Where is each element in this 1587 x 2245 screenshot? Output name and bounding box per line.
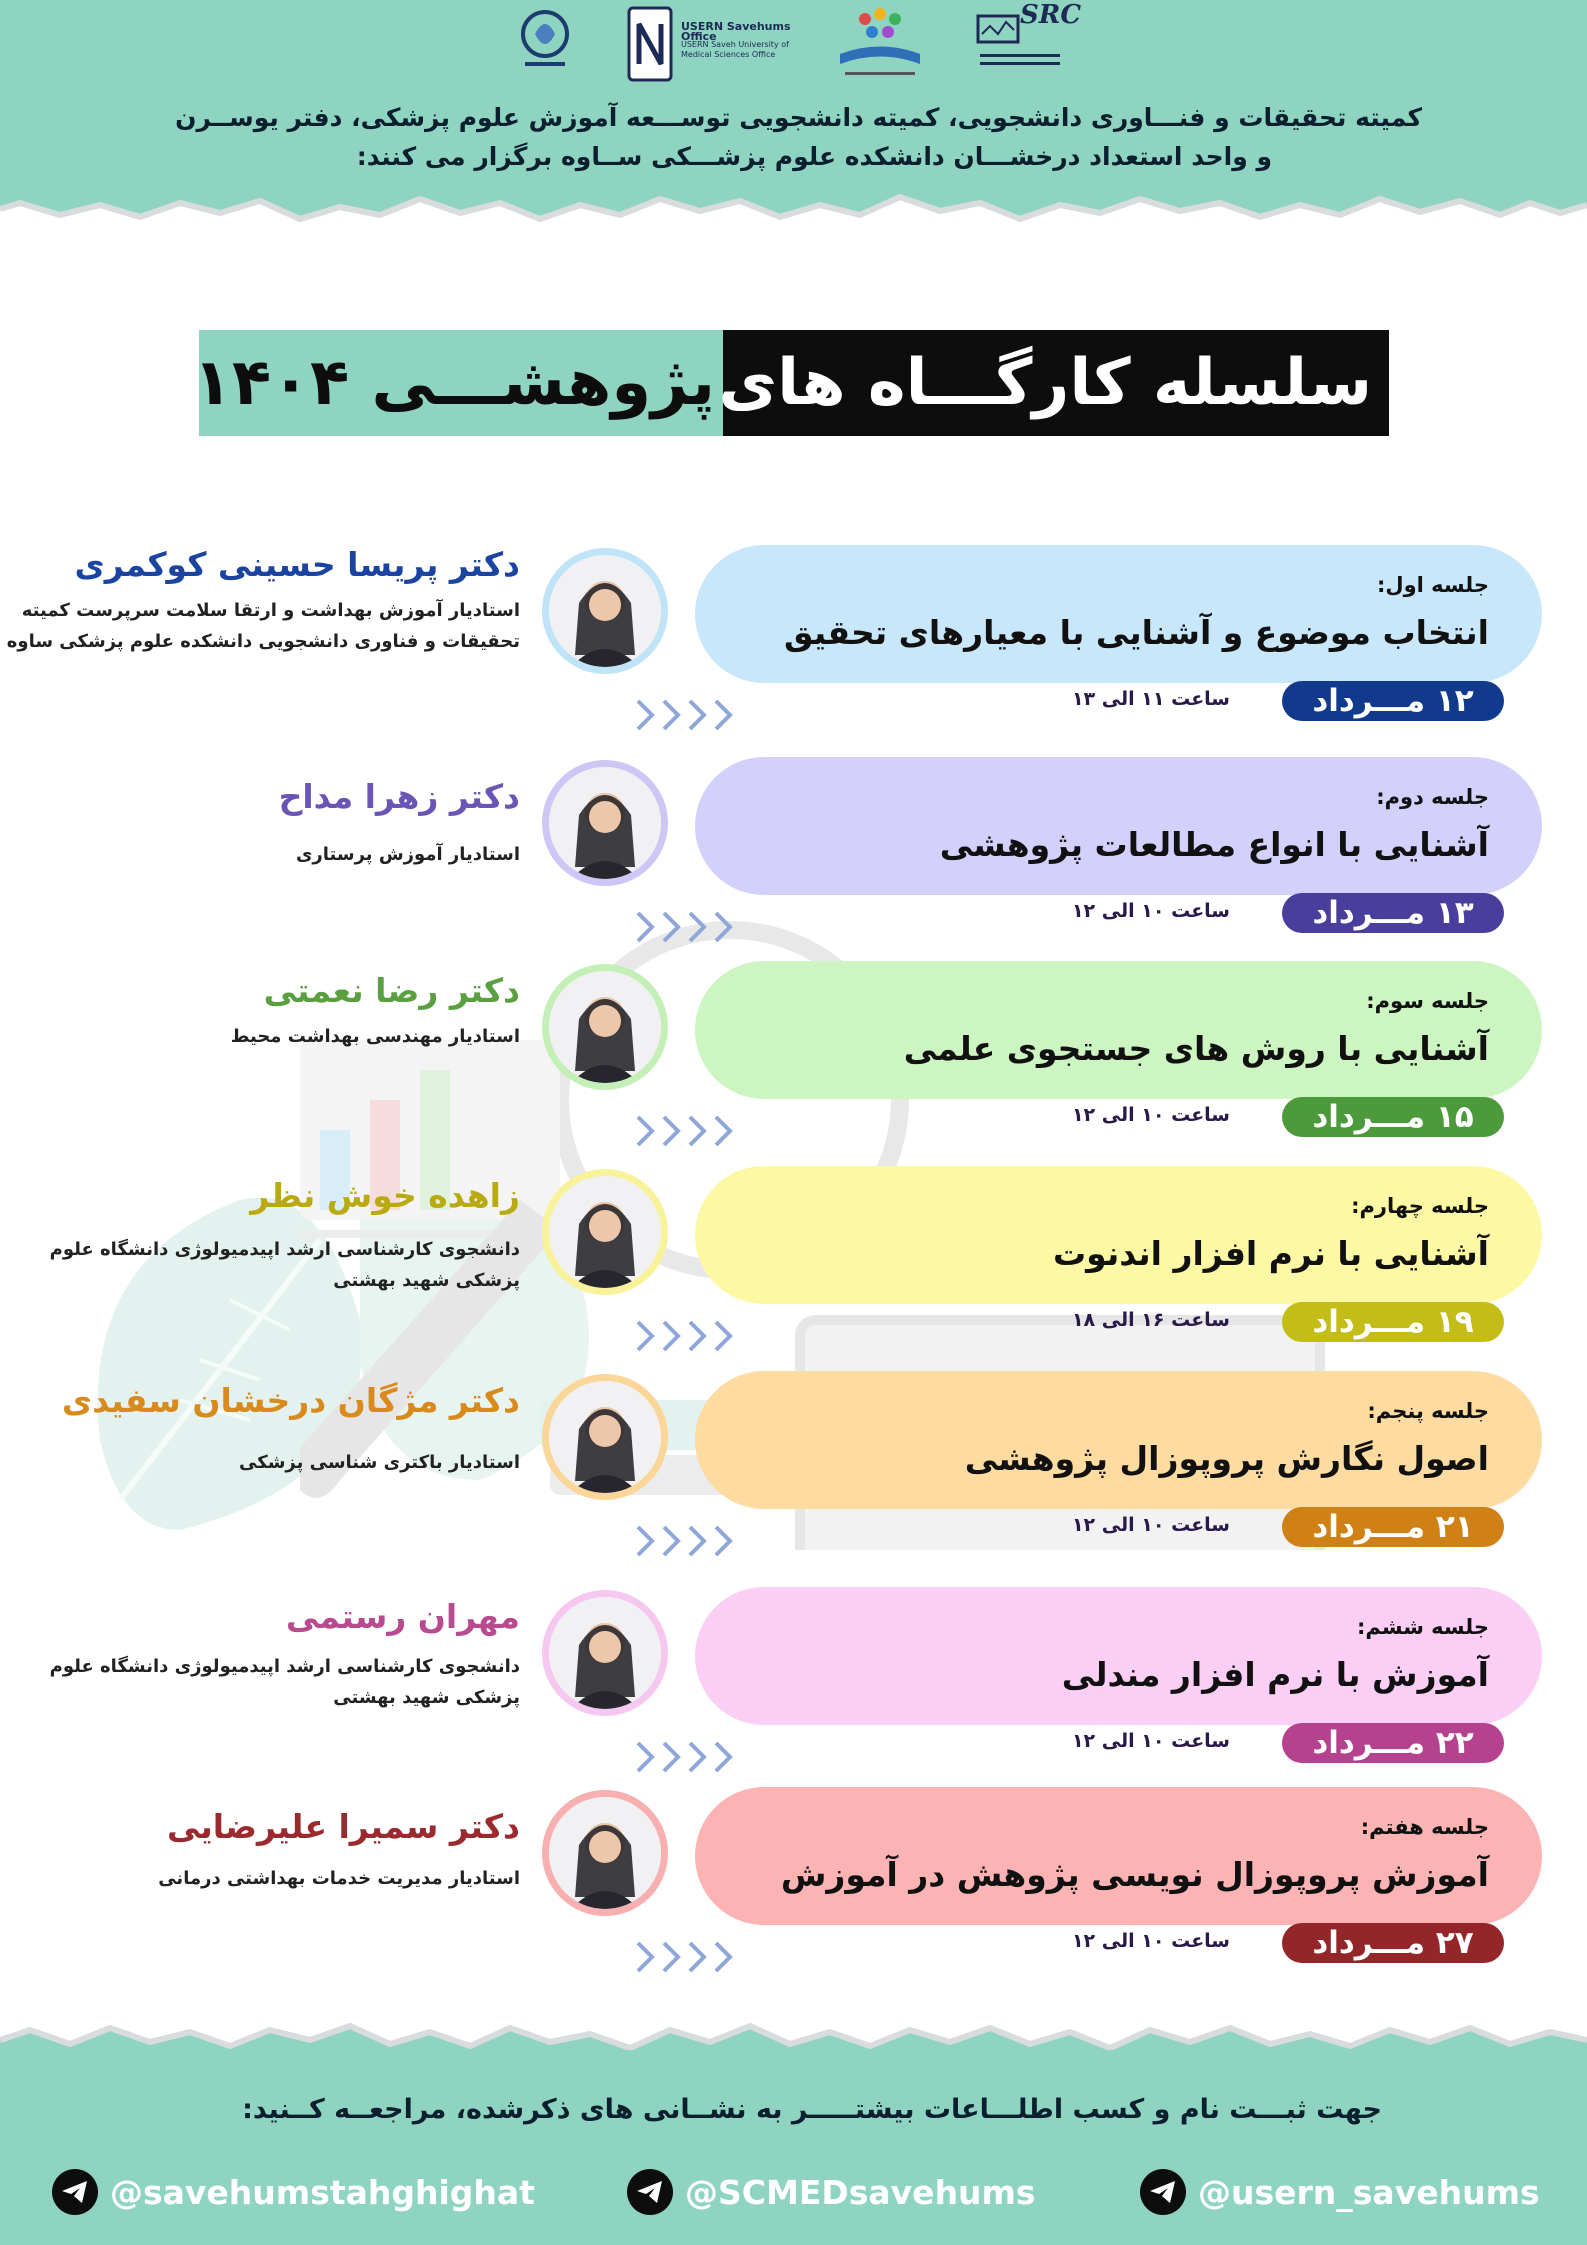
chevrons-icon — [634, 1937, 744, 1977]
session-time: ساعت ۱۰ الی ۱۲ — [1071, 1104, 1230, 1126]
title-part-a: سلسله کارگـــاه های — [718, 346, 1372, 420]
chevrons-icon — [634, 1111, 744, 1151]
organizers-line-2: و واحد استعداد درخشـــان دانشکده علوم پزشـــکی ســاوه برگزار می کنند: — [356, 142, 1272, 171]
telegram-icon — [52, 2169, 98, 2215]
session-label: جلسه سوم: — [1366, 989, 1489, 1013]
chevrons-icon — [634, 1737, 744, 1777]
session-title: آموزش با نرم افزار مندلی — [1061, 1655, 1489, 1694]
usern-logo-subtext: USERN Saveh University of Medical Sciences Office — [681, 40, 789, 59]
speaker-photo — [542, 760, 668, 886]
chevrons-icon — [634, 1521, 744, 1561]
session-title: انتخاب موضوع و آشنایی با معیارهای تحقیق — [784, 613, 1489, 652]
src-logo — [970, 0, 1082, 86]
src-logo-text: SRC — [1020, 0, 1082, 30]
speaker-name: دکتر مژگان درخشان سفیدی — [61, 1381, 520, 1420]
speaker-description: استادیار مهندسی بهداشت محیط — [230, 1026, 520, 1047]
speaker-description: دانشجوی کارشناسی ارشد اپیدمیولوژی دانشگاه علوم پزشکی شهید بهشتی — [49, 1656, 520, 1708]
session-title: اصول نگارش پروپوزال پژوهشی — [964, 1439, 1489, 1478]
session-date-badge: ۱۳ مـــرداد — [1282, 893, 1504, 933]
speaker-name: دکتر زهرا مداح — [278, 777, 520, 816]
session-date-badge: ۲۱ مـــرداد — [1282, 1507, 1504, 1547]
session-time: ساعت ۱۱ الی ۱۳ — [1071, 688, 1230, 710]
telegram-handle-text: @savehumstahghighat — [110, 2172, 535, 2212]
person-avatar-icon — [549, 1381, 661, 1493]
usern-logo — [625, 4, 815, 86]
brain-logo-icon — [515, 4, 575, 86]
speaker-name: مهران رستمی — [285, 1597, 520, 1636]
telegram-handle-text: @usern_savehums — [1198, 2172, 1540, 2212]
speaker-photo — [542, 1790, 668, 1916]
speaker-description: استادیار مدیریت خدمات بهداشتی درمانی — [158, 1868, 520, 1889]
telegram-icon — [1140, 2169, 1186, 2215]
speaker-photo — [542, 1590, 668, 1716]
chevrons-icon — [634, 1316, 744, 1356]
session-title: آشنایی با نرم افزار اندنوت — [1052, 1234, 1489, 1273]
torn-edge-top — [0, 185, 1587, 235]
person-avatar-icon — [549, 1797, 661, 1909]
session-label: جلسه ششم: — [1356, 1615, 1489, 1639]
session-label: جلسه هفتم: — [1360, 1815, 1489, 1839]
person-avatar-icon — [549, 1597, 661, 1709]
session-title: آشنایی با انواع مطالعات پژوهشی — [939, 825, 1489, 864]
speaker-name: دکتر پریسا حسینی کوکمری — [74, 545, 520, 584]
session-title: آموزش پروپوزال نویسی پژوهش در آموزش — [780, 1855, 1489, 1894]
session-date-badge: ۱۵ مـــرداد — [1282, 1097, 1504, 1137]
session-time: ساعت ۱۰ الی ۱۲ — [1071, 1514, 1230, 1536]
session-time: ساعت ۱۰ الی ۱۲ — [1071, 1930, 1230, 1952]
title-part-b: پژوهشـــی ۱۴۰۴ — [192, 346, 715, 420]
speaker-name: دکتر سمیرا علیرضایی — [166, 1807, 520, 1846]
speaker-description: استادیار باکتری شناسی پزشکی — [239, 1452, 520, 1473]
book-people-logo-icon — [830, 4, 930, 86]
telegram-handle-2[interactable] — [627, 2168, 1036, 2216]
organizers-line-1: کمیته تحقیقات و فنـــاوری دانشجویی، کمیته دانشجویی توســـعه آموزش علوم پزشکی، دفتر یوســرن — [175, 103, 1422, 132]
person-avatar-icon — [549, 555, 661, 667]
speaker-name: دکتر رضا نعمتی — [263, 971, 520, 1010]
session-time: ساعت ۱۰ الی ۱۲ — [1071, 1730, 1230, 1752]
logo-strip — [500, 0, 1080, 95]
session-date-badge: ۲۷ مـــرداد — [1282, 1923, 1504, 1963]
telegram-handle-text: @SCMEDsavehums — [685, 2172, 1036, 2212]
footer-instruction: جهت ثبـــت نام و کسب اطلـــاعات بیشتـــــر به نشــانی های ذکرشده، مراجعــه کــنید: — [242, 2094, 1382, 2125]
speaker-photo — [542, 548, 668, 674]
session-title: آشنایی با روش های جستجوی علمی — [903, 1029, 1489, 1068]
session-label: جلسه دوم: — [1376, 785, 1489, 809]
person-avatar-icon — [549, 767, 661, 879]
session-label: جلسه اول: — [1377, 573, 1489, 597]
speaker-photo — [542, 964, 668, 1090]
speaker-photo — [542, 1374, 668, 1500]
telegram-icon — [627, 2169, 673, 2215]
speaker-description: استادیار آموزش بهداشت و ارتقا سلامت سرپرست کمیته تحقیقات و فناوری دانشجویی دانشکده علوم پزشکی ساوه — [6, 600, 520, 652]
session-label: جلسه پنجم: — [1367, 1399, 1489, 1423]
chevrons-icon — [634, 695, 744, 735]
person-avatar-icon — [549, 971, 661, 1083]
session-time: ساعت ۱۶ الی ۱۸ — [1071, 1309, 1230, 1331]
person-avatar-icon — [549, 1176, 661, 1288]
speaker-description: استادیار آموزش پرستاری — [295, 844, 520, 865]
session-time: ساعت ۱۰ الی ۱۲ — [1071, 900, 1230, 922]
usern-logo-icon — [625, 4, 675, 84]
session-date-badge: ۲۲ مـــرداد — [1282, 1723, 1504, 1763]
usern-logo-text: USERN Savehums Office — [681, 20, 791, 43]
speaker-name: زاهده خوش نظر — [250, 1176, 520, 1215]
telegram-handle-3[interactable] — [1140, 2168, 1540, 2216]
speaker-description: دانشجوی کارشناسی ارشد اپیدمیولوژی دانشگاه علوم پزشکی شهید بهشتی — [49, 1239, 520, 1291]
session-label: جلسه چهارم: — [1351, 1194, 1489, 1218]
session-date-badge: ۱۲ مـــرداد — [1282, 681, 1504, 721]
chevrons-icon — [634, 907, 744, 947]
session-date-badge: ۱۹ مـــرداد — [1282, 1302, 1504, 1342]
speaker-photo — [542, 1169, 668, 1295]
telegram-handle-1[interactable] — [52, 2168, 535, 2216]
